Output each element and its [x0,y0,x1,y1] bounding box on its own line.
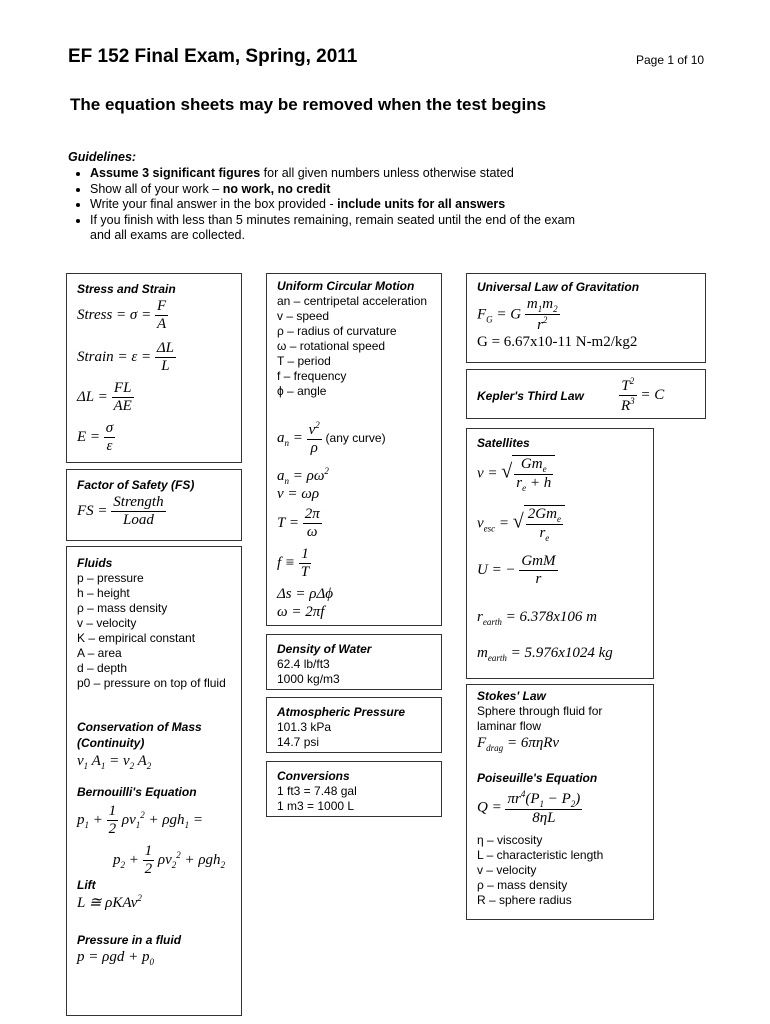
ucm-variables [277,294,427,399]
sat-title: Satellites [477,436,530,450]
stress-strain-title: Stress and Strain [77,282,176,296]
list-item: d – depth [77,661,128,675]
pois-title: Poiseuille's Equation [477,771,598,785]
satellites-box [466,428,654,679]
fluids-title: Fluids [77,556,113,570]
guidelines-list [72,166,590,244]
atm-title: Atmospheric Pressure [277,705,406,719]
earth-mass: $m_{earth} = 5.976x1024$ kg [477,645,613,663]
list-item: R – sphere radius [477,893,572,907]
guideline-item: • Write your final answer in the box provided - include units for all answers [90,197,590,213]
list-item: v – speed [277,309,330,323]
page-subtitle: The equation sheets may be removed when the test begins [70,95,547,114]
list-item: ϕ – angle [277,384,327,398]
list-item: 101.3 kPa [277,720,332,734]
guideline-item: • If you finish with less than 5 minutes remaining, remain seated until the end of the exam and all exams are collected. [90,213,590,244]
strain-equation: Strain = ε = $\frac{\Delta L}{L}$ [77,340,175,374]
stokes-box [466,684,654,920]
list-item: v – velocity [77,616,137,630]
page-title: EF 152 Final Exam, Spring, 2011 [68,46,358,67]
list-item: 1 ft3 = 7.48 gal [277,784,357,798]
ucm-title: Uniform Circular Motion [277,279,415,293]
modulus-equation: E = $\frac{\sigma}{\varepsilon}$ [77,420,114,454]
fluids-variables [77,571,226,691]
centripetal-equation-curve: $a_n$ = $\frac{v^2}{\rho}$ (any curve) [277,420,386,456]
list-item: 1000 kg/m3 [277,672,340,686]
list-item: 62.4 lb/ft3 [277,657,330,671]
stress-equation: Stress = σ = $\frac{F}{A}$ [77,298,167,332]
atmospheric-pressure-box [266,697,442,753]
list-item: η – viscosity [477,833,543,847]
stress-strain-box [66,273,242,463]
atm-values [277,720,331,750]
escape-velocity-equation: $v_{esc}$ = √ $\frac{2Gm_e}{r_e}$ [477,505,565,543]
kepler-equation: $\frac{T^2}{R^3}$ = C [621,376,665,414]
potential-energy-equation: U = − $\frac{\text{GmM}}{r}$ [477,553,556,587]
elongation-equation: ΔL = $\frac{FL}{AE}$ [77,380,132,414]
orbital-speed-equation: v = √ $\frac{Gm_e}{r_e + h}$ [477,455,555,493]
list-item: L – characteristic length [477,848,604,862]
list-item: v – velocity [477,863,537,877]
stokes-description: Sphere through fluid for laminar flow [477,704,603,733]
page-number: Page 1 of 10 [636,53,705,67]
centripetal-equation-omega: $a_n = \rho\omega^2$ [277,466,329,486]
list-item: T – period [277,354,331,368]
list-item: p – pressure [77,571,144,585]
conv-values [277,784,357,814]
list-item: ρ – mass density [77,601,168,615]
lift-title: Lift [77,878,96,892]
gravitational-constant: G = 6.67x10-11 N-m2/kg2 [477,334,638,350]
lift-equation: L ≅ ρKAv$^2$ [77,893,142,911]
continuity-equation: $v_1$ $A_1 = v_2$ $A_2$ [77,753,152,771]
guideline-item: • Show all of your work – no work, no credit [90,182,590,198]
kepler-box [466,369,706,419]
stokes-title: Stokes' Law [477,689,546,703]
factor-of-safety-box [66,469,242,541]
list-item: h – height [77,586,130,600]
frequency-equation: f ≡ $\frac{1}{T}$ [277,546,310,580]
list-item: ρ – radius of curvature [277,324,397,338]
list-item: an – centripetal acceleration [277,294,428,308]
stokes-equation: $F_{drag} = 6\pi\eta Rv$ [477,735,560,753]
circular-motion-box [266,273,442,626]
list-item: 1 m3 = 1000 L [277,799,355,813]
kepler-title: Kepler's Third Law [477,389,584,403]
gravitation-box [466,273,706,363]
fos-title: Factor of Safety (FS) [77,478,195,492]
earth-radius: $r_{earth} = 6.378x106$ m [477,609,597,627]
water-values [277,657,340,687]
speed-equation: v = ωρ [277,486,320,502]
bernoulli-title: Bernouilli's Equation [77,785,197,799]
list-item: 14.7 psi [277,735,320,749]
guideline-item: • Assume 3 significant figures for all given numbers unless otherwise stated [90,166,590,182]
bernoulli-equation-1: $p_1$ + $\frac{1}{2}$ $\rho v_1^2 + \rho gh_1$ = [77,803,203,837]
poiseuille-equation: Q = $\frac{\pi r^4(P_1 - P_2)}{8\eta L}$ [477,789,581,826]
water-title: Density of Water [277,642,372,656]
list-item: ρ – mass density [477,878,568,892]
pressure-equation: $p = \rho gd + p_0$ [77,949,154,967]
period-equation: T = $\frac{2\pi}{\omega}$ [277,506,320,540]
fos-equation: FS = $\frac{\text{Strength}}{\text{Load}}$ [77,494,164,528]
bernoulli-equation-2: $p_2$ + $\frac{1}{2}$ $\rho v_2^2 + \rho gh_2$ [113,843,226,877]
list-item: p0 – pressure on top of fluid [77,676,226,690]
grav-title: Universal Law of Gravitation [477,280,640,294]
list-item: ω – rotational speed [277,339,386,353]
arc-equation: Δs = ρΔϕ [277,586,334,602]
pois-variables [477,833,603,908]
water-density-box [266,634,442,690]
list-item: A – area [77,646,122,660]
mass-title: Conservation of Mass (Continuity) [77,720,202,750]
gravity-force-equation: $F_G = G$ $\frac{m_1m_2}{r^2}$ [477,296,558,333]
omega-equation: ω = 2πf [277,604,325,620]
list-item: f – frequency [277,369,347,383]
conversions-box [266,761,442,817]
list-item: K – empirical constant [77,631,196,645]
pressure-title: Pressure in a fluid [77,933,182,947]
conv-title: Conversions [277,769,350,783]
guidelines-heading: Guidelines: [68,150,137,164]
fluids-box [66,546,242,1016]
